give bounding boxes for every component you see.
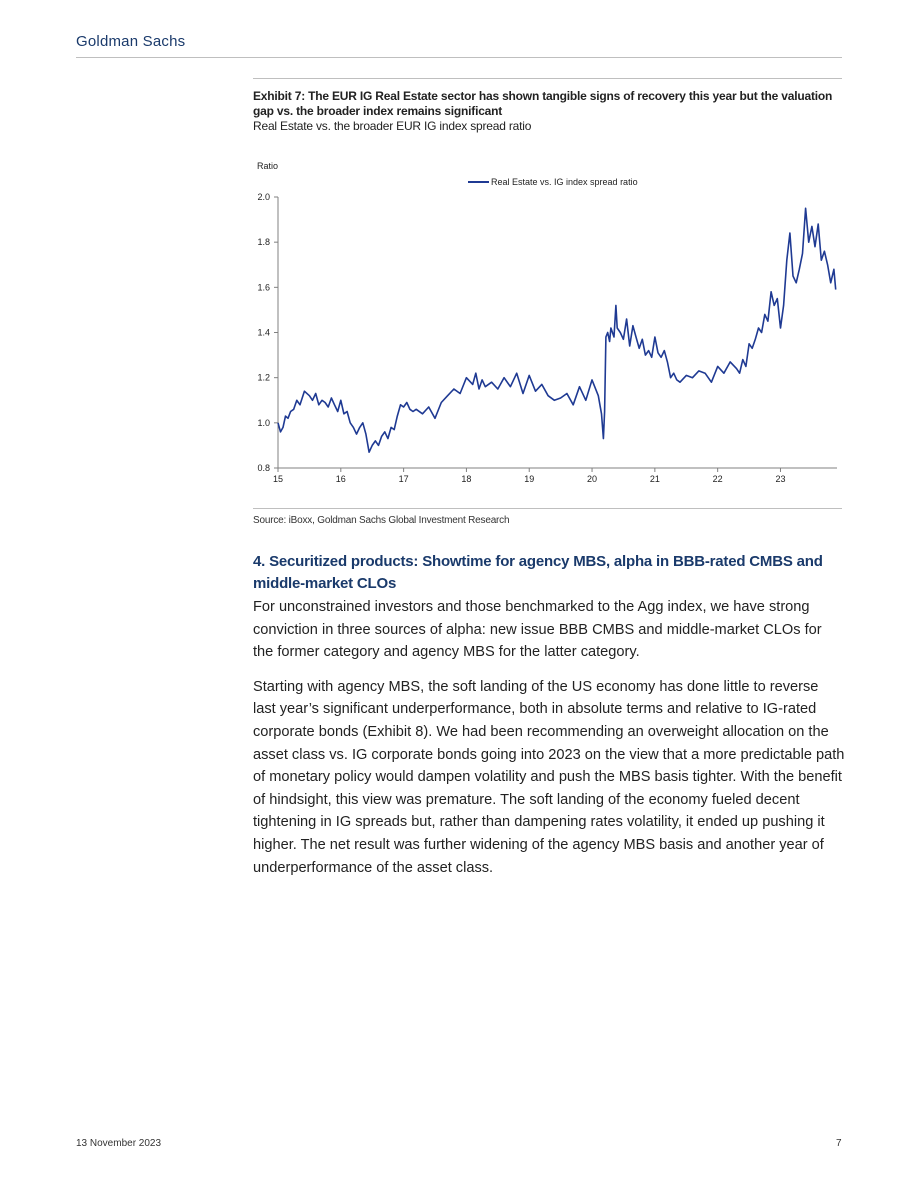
y-tick-label: 0.8 <box>257 463 270 473</box>
legend-label: Real Estate vs. IG index spread ratio <box>491 177 638 187</box>
chart-divider <box>253 508 842 509</box>
header-divider <box>76 57 842 58</box>
y-tick-label: 1.8 <box>257 237 270 248</box>
x-tick-label: 18 <box>461 474 472 484</box>
y-tick-label: 1.6 <box>257 282 270 293</box>
x-tick-label: 22 <box>712 474 723 484</box>
x-tick-label: 20 <box>587 474 598 484</box>
spread-ratio-chart <box>253 155 842 500</box>
brand-name: Goldman Sachs <box>76 33 186 50</box>
x-tick-label: 19 <box>524 474 535 484</box>
y-axis-label: Ratio <box>257 161 279 171</box>
chart-source: Source: iBoxx, Goldman Sachs Global Investment Research <box>253 515 510 526</box>
y-tick-label: 1.0 <box>257 417 270 428</box>
paragraph: For unconstrained investors and those benchmarked to the Agg index, we have strong conviction in three sources of alpha: new issue BBB CMBS and middle-market CLOs for the former category and agency MBS for the latter category. <box>253 599 822 661</box>
exhibit-title: Exhibit 7: The EUR IG Real Estate sector has shown tangible signs of recovery this year but the valuation gap vs. the broader index remains significant <box>253 89 833 118</box>
footer-date: 13 November 2023 <box>76 1138 162 1149</box>
exhibit-header <box>253 78 842 134</box>
exhibit-divider <box>253 78 842 79</box>
x-tick-label: 21 <box>649 474 660 484</box>
paragraph: Starting with agency MBS, the soft landing of the US economy has done little to reverse last year’s significant underperformance, both in absolute terms and relative to IG-rated corporate bonds (Exhibit 8). We had been recommending an overweight allocation on the asset class vs. IG corporate bonds going into 2023 on the view that a more predictable path of monetary policy would dampen volatility and push the MBS basis tighter. With the benefit of hindsight, this view was premature. The soft landing of the economy fueled decent tightening in IG spreads but, rather than dampening rates volatility, it ended up pushing it higher. The net result was further widening of the agency MBS basis and another year of underperformance of the asset class. <box>253 678 845 876</box>
x-tick-label: 16 <box>335 474 346 484</box>
series-line <box>278 208 836 452</box>
y-tick-label: 1.2 <box>257 372 270 383</box>
exhibit-subtitle: Real Estate vs. the broader EUR IG index spread ratio <box>253 119 532 133</box>
page-number: 7 <box>836 1138 842 1149</box>
section-heading: 4. Securitized products: Showtime for agency MBS, alpha in BBB-rated CMBS and middle-market CLOs <box>253 553 823 592</box>
x-tick-label: 17 <box>398 474 409 484</box>
y-tick-label: 1.4 <box>257 327 270 338</box>
x-tick-label: 23 <box>775 474 786 484</box>
x-tick-label: 15 <box>272 474 284 484</box>
chart-canvas <box>253 155 842 500</box>
section-securitized-products <box>253 551 845 891</box>
y-tick-label: 2.0 <box>257 192 270 202</box>
